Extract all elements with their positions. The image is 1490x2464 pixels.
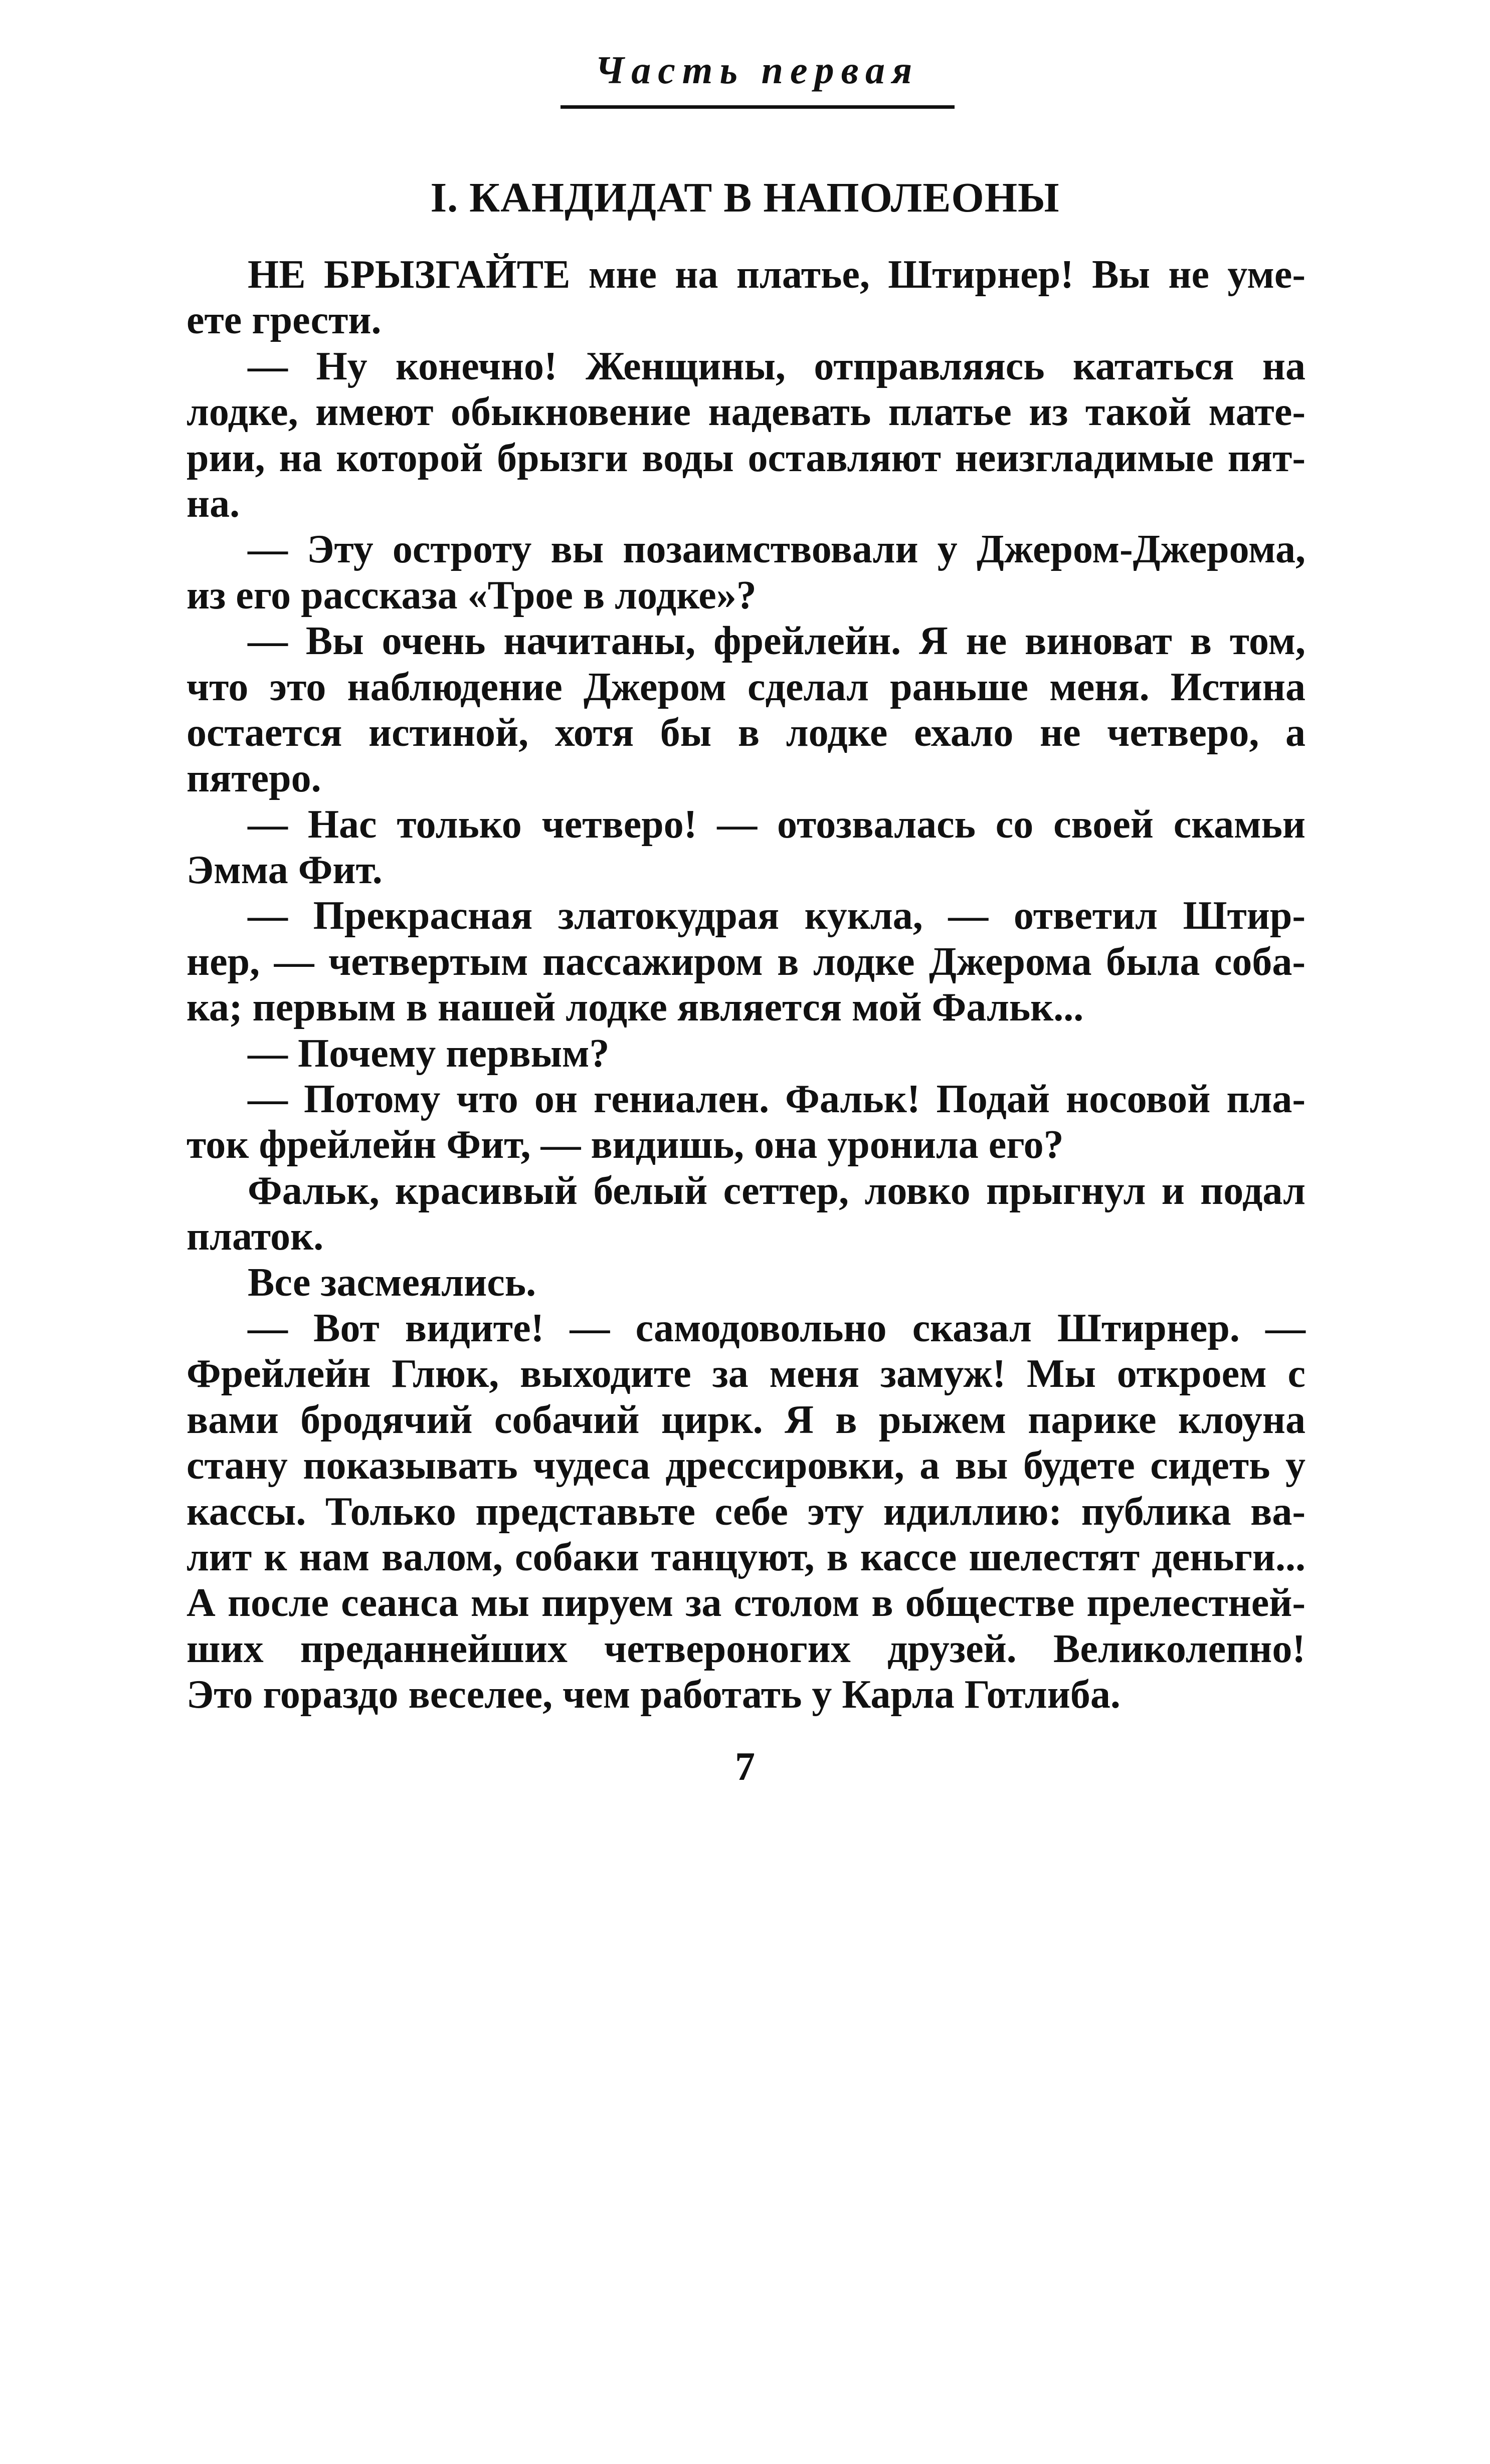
text-line: рии, на которой брызги воды оставляют неизгладимые пят-	[187, 436, 1306, 480]
text-line: Это гораздо веселее, чем работать у Карла Готлиба.	[187, 1673, 1121, 1717]
text-line: ете грести.	[187, 298, 382, 343]
text-line: — Эту остроту вы позаимствовали у Джером-Джерома,	[248, 527, 1306, 572]
text-line: Все засмеялись.	[248, 1260, 536, 1305]
text-line: — Потому что он гениален. Фальк! Подай носовой пла-	[248, 1077, 1306, 1122]
chapter-title: I. КАНДИДАТ В НАПОЛЕОНЫ	[430, 174, 1060, 221]
text-line: остается истиной, хотя бы в лодке ехало не четверо, а	[187, 710, 1306, 755]
text-line: из его рассказа «Трое в лодке»?	[187, 573, 757, 618]
text-line: на.	[187, 481, 240, 526]
text-line: — Нас только четверо! — отозвалась со своей скамьи	[248, 802, 1306, 847]
running-head: Часть первая	[595, 48, 919, 92]
text-line: нер, — четвертым пассажиром в лодке Джерома была соба-	[187, 939, 1306, 984]
text-line: — Вы очень начитаны, фрейлейн. Я не виноват в том,	[248, 619, 1306, 664]
page-number: 7	[735, 1745, 755, 1789]
text-line: вами бродячий собачий цирк. Я в рыжем парике клоуна	[187, 1397, 1306, 1442]
text-line: Фрейлейн Глюк, выходите за меня замуж! Мы откроем с	[187, 1352, 1306, 1396]
text-line: кассы. Только представьте себе эту идиллию: публика ва-	[187, 1489, 1306, 1534]
text-line: Эмма Фит.	[187, 848, 383, 893]
text-line: ток фрейлейн Фит, — видишь, она уронила его?	[187, 1123, 1064, 1167]
text-line: — Прекрасная златокудрая кукла, — ответил Штир-	[248, 894, 1306, 938]
text-line: что это наблюдение Джером сделал раньше меня. Истина	[187, 665, 1306, 709]
text-line: лодке, имеют обыкновение надевать платье из такой мате-	[187, 390, 1306, 435]
text-line: Фальк, красивый белый сеттер, ловко прыгнул и подал	[248, 1168, 1306, 1213]
text-line: ка; первым в нашей лодке является мой Фальк...	[187, 985, 1084, 1030]
text-line: А после сеанса мы пируем за столом в обществе прелестней-	[187, 1581, 1306, 1625]
text-line: — Вот видите! — самодовольно сказал Штирнер. —	[248, 1306, 1306, 1350]
text-line: стану показывать чудеса дрессировки, а вы будете сидеть у	[187, 1444, 1306, 1488]
body-text	[187, 252, 1306, 1718]
text-line: — Ну конечно! Женщины, отправляясь кататься на	[248, 344, 1306, 388]
text-line: платок.	[187, 1214, 324, 1259]
text-line: ших преданнейших четвероногих друзей. Великолепно!	[187, 1626, 1306, 1671]
text-line: — Почему первым?	[248, 1031, 610, 1076]
text-line: НЕ БРЫЗГАЙТЕ мне на платье, Штирнер! Вы не уме-	[248, 253, 1306, 297]
text-line: пятеро.	[187, 756, 321, 801]
running-head-rule	[561, 105, 955, 109]
text-line: лит к нам валом, собаки танцуют, в кассе шелестят деньги...	[187, 1535, 1306, 1579]
